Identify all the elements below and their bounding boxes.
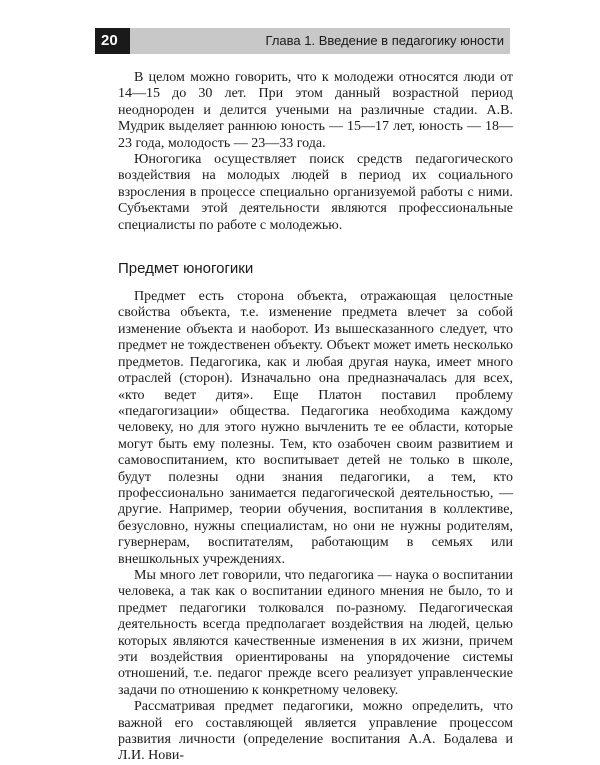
paragraph: Рассматривая предмет педагогики, можно определить, что важной его составляющей является управление процессом развития личности (определение воспитания А.А. Бодалева и Л.И. Нови-: [118, 699, 513, 764]
paragraph: Юногогика осуществляет поиск средств педагогического воздействия на молодых людей в период их социального взросления в процессе специально организуемой работы с ними. Субъектами этой деятельности являются профессиональные специалисты по работе с молодежью.: [118, 152, 513, 233]
running-header: [95, 28, 510, 54]
paragraph: Предмет есть сторона объекта, отражающая целостные свойства объекта, т.е. изменение предмета влечет за собой изменение объекта и наоборот. Из вышесказанного следует, что предмет не тождественен объекту. Объект может иметь несколько предметов. Педагогика, как и любая другая наука, имеет много отраслей (сторон). Изначально она предназначалась для всех, «кто ведет дитя». Еще Платон поставил проблему «педагогизации» общества. Педагогика необходима каждому человеку, но для этого нужно вычленить те ее области, которые могут быть ему полезны. Тем, кто озабочен своим развитием и самовоспитанием, кто воспитывает детей не только в школе, будут полезны одни знания педагогики, а тем, кто профессионально занимается педагогической деятельностью, — другие. Например, теории обучения, воспитания в коллективе, безусловно, нужны специалистам, но они не нужны родителям, гувернерам, воспитателям, работающим в семьях или внешкольных учреждениях.: [118, 289, 513, 567]
page-number: 20: [95, 28, 130, 54]
paragraph: Мы много лет говорили, что педагогика — наука о воспитании человека, а так как о воспитании единого мнения не было, то и предмет педагогики толковался по-разному. Педагогическая деятельность всегда предполагает воздействия на людей, целью которых являются качественные изменения в их жизни, причем эти воздействия ориентированы на упорядочение системы отношений, т.е. педагог прежде всего реализует управленческие задачи по отношению к конкретному человеку.: [118, 567, 513, 698]
paragraph: В целом можно говорить, что к молодежи относятся люди от 14—15 до 30 лет. При этом данный возрастной период неоднороден и делится учеными на различные стадии. А.В. Мудрик выделяет раннюю юность — 15—17 лет, юность — 18—23 года, молодость — 23—33 года.: [118, 70, 513, 151]
page-body: [118, 70, 513, 765]
section-heading: Предмет юногогики: [118, 260, 254, 278]
running-title: Глава 1. Введение в педагогику юности: [130, 28, 510, 54]
